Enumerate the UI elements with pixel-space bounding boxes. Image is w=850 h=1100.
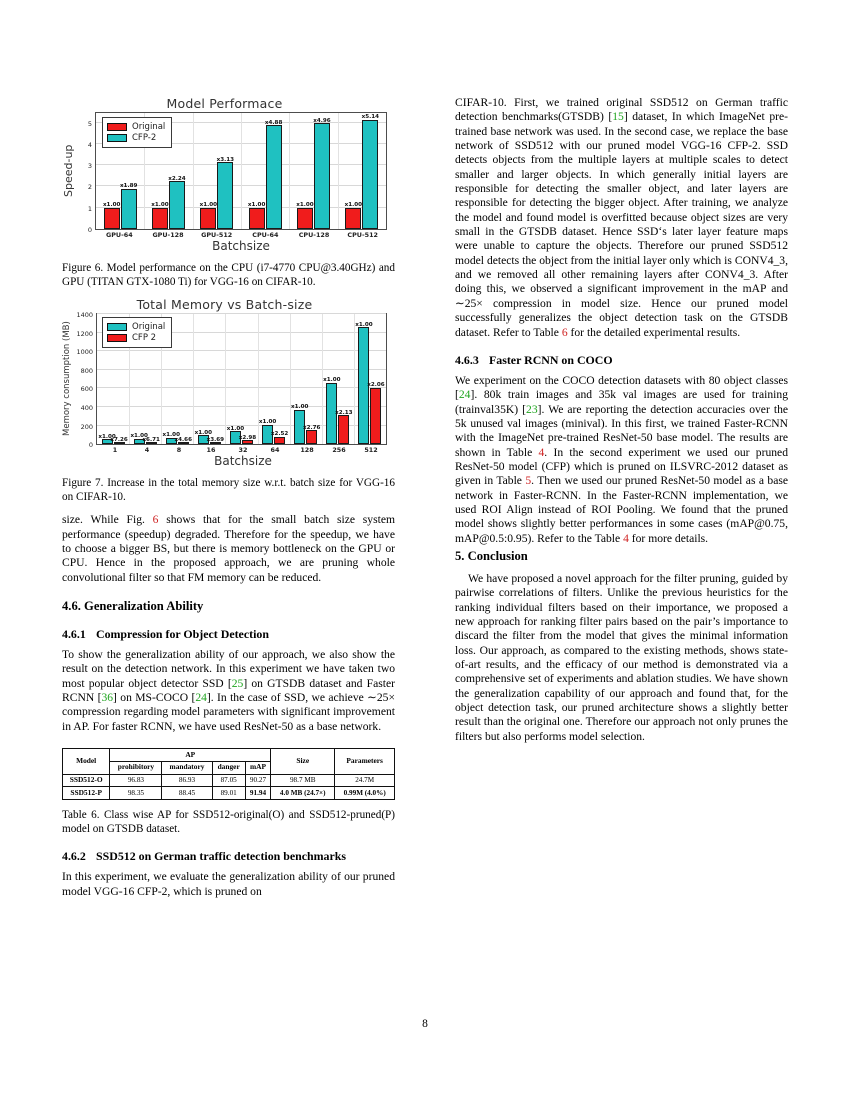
bar — [110, 436, 128, 444]
bar-group — [225, 314, 257, 444]
bar — [142, 436, 160, 444]
section-heading-5: 5. Conclusion — [455, 548, 528, 563]
bar — [151, 202, 169, 229]
bar-value-label: x2.76 — [302, 424, 321, 431]
text-run: shows that for the small batch size system performance (speedup) degraded. Therefore for the speedup, we have to choose a bigger BS, but there is memory bottleneck on the GPU or CPU. Hence in the proposed approach, we are pruning whole convolutional filter so that FM memory can be reduced. — [62, 513, 395, 584]
bar-value-label: x3.13 — [216, 156, 235, 163]
th-ap: AP — [110, 749, 271, 762]
chart-title: Model Performace — [166, 96, 283, 111]
legend-swatch — [107, 323, 127, 331]
bar-group — [290, 314, 322, 444]
citation-table5[interactable]: 5 — [525, 474, 532, 488]
bar-value-label: x5.14 — [361, 114, 380, 121]
subsection-heading-4-6-2 — [62, 849, 395, 863]
chart-xlabel: Batchsize — [212, 239, 270, 253]
bar-value-label: x2.06 — [367, 382, 385, 389]
y-tick-label: 2 — [87, 183, 92, 192]
table-6 — [62, 748, 395, 800]
chart-plot-area — [95, 112, 387, 230]
y-tick-label: 0 — [87, 226, 92, 234]
bar-value-label: x2.98 — [238, 434, 257, 441]
chart-legend — [102, 317, 172, 348]
paragraph-size — [62, 513, 395, 585]
subsection-title: SSD512 on German traffic detection benchmarks — [96, 849, 347, 864]
bar — [344, 202, 363, 229]
citation-15[interactable]: 15 — [612, 110, 624, 124]
text-run: ] on GTSDB dataset and Faster RCNN [ — [62, 676, 395, 705]
text-run: ]. We are reporting the detection accuracies over the 5k unused val images (minival). In this first, we trained Faster-RCNN with the ImageNet pre-trained ResNet-50 base model. The results are shown in Table — [455, 402, 789, 459]
legend-row — [107, 133, 165, 143]
citation-fig6[interactable]: 6 — [152, 513, 159, 527]
cell-model: SSD512-O — [63, 774, 110, 787]
legend-swatch — [107, 134, 127, 142]
x-tick-label: GPU-512 — [201, 231, 233, 239]
text-run: ]. 80k train images and 35k val images are used for training (trainval35K) [ — [455, 388, 788, 416]
y-tick-label: 1 — [87, 204, 92, 213]
text-run: for more details. — [628, 531, 709, 545]
bar-value-label: x1.00 — [226, 425, 245, 432]
text-run: CIFAR-10. First, we trained original SSD512 on German traffic detection benchmarks(GTSDB) [ — [455, 96, 788, 124]
x-tick-label: CPU-128 — [298, 231, 330, 239]
chart-legend — [102, 117, 172, 148]
th-mandatory: mandatory — [162, 761, 212, 774]
subsection-title: Compression for Object Detection — [96, 627, 269, 642]
bar — [264, 119, 283, 229]
y-tick-label: 400 — [80, 404, 93, 413]
x-tick-label: 16 — [206, 446, 216, 455]
th-model: Model — [63, 749, 110, 774]
bar-value-label: x1.00 — [323, 377, 341, 384]
bar-group — [338, 113, 386, 229]
th-parameters: Parameters — [335, 749, 395, 774]
legend-label: Original — [132, 122, 166, 132]
cell-danger: 87.05 — [212, 774, 245, 787]
cell-size: 4.0 MB (24.7×) — [271, 787, 335, 800]
bar — [238, 434, 257, 444]
citation-23[interactable]: 23 — [526, 402, 538, 416]
bar-value-label: x1.00 — [290, 404, 309, 411]
x-tick-label: 1 — [112, 446, 118, 455]
cell-mandatory: 88.45 — [162, 787, 212, 800]
bar-value-label: x7.26 — [110, 436, 128, 443]
x-tick-label: GPU-128 — [152, 231, 184, 239]
bar-value-label: x1.00 — [296, 202, 314, 209]
bar-value-label: x1.00 — [102, 202, 121, 209]
x-tick-label: GPU-64 — [106, 231, 133, 239]
bar-value-label: x1.00 — [98, 433, 116, 440]
figure-7-caption: Figure 7. Increase in the total memory size w.r.t. batch size for VGG-16 on CIFAR-10. — [62, 477, 395, 503]
y-tick-label: 800 — [80, 366, 93, 375]
bar-value-label: x1.00 — [258, 419, 277, 426]
bar — [361, 114, 380, 229]
th-prohibitory: prohibitory — [110, 761, 162, 774]
bar-value-label: x1.00 — [247, 202, 266, 209]
text-run: ]. In the case of SSD, we achieve ∼25× compression regarding model parameters with significant improvement in AP. For faster RCNN, we have used ResNet-50 as a base network. — [62, 691, 395, 733]
bar-value-label: x4.88 — [264, 119, 283, 126]
bar-group — [193, 314, 225, 444]
table-6-wrapper — [62, 748, 395, 836]
text-run: for the detailed experimental results. — [567, 325, 741, 339]
bar-value-label: x4.66 — [174, 436, 192, 443]
paragraph-462: In this experiment, we evaluate the generalization ability of our pruned model VGG-16 CFP-2, which is pruned on — [62, 870, 395, 898]
subsection-number: 4.6.1 — [62, 627, 86, 642]
table-head — [63, 749, 395, 774]
figure-6 — [62, 96, 395, 289]
bar-value-label: x4.96 — [313, 117, 331, 124]
bar-value-label: x1.00 — [355, 321, 373, 328]
x-tick-label: 512 — [364, 446, 378, 455]
bar-group — [354, 314, 386, 444]
y-tick-label: 5 — [87, 119, 92, 128]
bar-value-label: x1.00 — [151, 202, 169, 209]
bar-group — [322, 314, 354, 444]
left-column — [62, 96, 395, 899]
legend-row — [107, 333, 165, 343]
figure-7 — [62, 297, 395, 504]
paragraph-461 — [62, 648, 395, 734]
paragraph-463 — [455, 374, 788, 546]
page-number: 8 — [422, 1018, 428, 1030]
x-tick-label: 256 — [332, 446, 346, 455]
bar-value-label: x2.52 — [270, 431, 289, 438]
y-tick-label: 1200 — [76, 329, 93, 338]
th-map: mAP — [245, 761, 270, 774]
legend-swatch — [107, 123, 127, 131]
x-tick-label: 128 — [300, 446, 314, 455]
table-row — [63, 774, 395, 787]
bar-value-label: x1.00 — [130, 433, 148, 440]
table-body — [63, 774, 395, 799]
section-heading-4-6: 4.6. Generalization Ability — [62, 599, 204, 614]
bar-value-label: x1.00 — [344, 202, 363, 209]
bar-group — [258, 314, 290, 444]
bar-value-label: x3.69 — [206, 436, 225, 443]
subsection-number: 4.6.2 — [62, 849, 86, 864]
bar — [168, 175, 186, 229]
model-performance-chart — [62, 96, 387, 253]
cell-prohibitory: 96.83 — [110, 774, 162, 787]
chart-xticks — [99, 446, 387, 454]
th-danger: danger — [212, 761, 245, 774]
paragraph-conclusion: We have proposed a novel approach for the filter pruning, guided by pairwise correlations of filters. Unlike the previous heuristics for the ranking individual filters based on their importance, we proposed a new approach for ranking filter pairs based on the pair’s importance to discard the filter from the model that gives the minimal information loss. Our approach, as compared to the existing methods, shows state-of-art results, and the efficacy of our method is demonstrated via a comprehensive set of experiments and ablation studies. We have shown the generalization capability of our approach and found that, for the object detection task, our pruned architecture shows a slightly better result than the original one. Therefore our approach not only prunes the filters but also performs model selection. — [455, 571, 788, 743]
bar-value-label: x1.00 — [199, 202, 218, 209]
y-tick-label: 3 — [87, 162, 92, 171]
subsection-title: Faster RCNN on COCO — [489, 352, 613, 367]
table-header-row-top — [63, 749, 395, 762]
subsection-heading-4-6-3 — [455, 353, 788, 367]
x-tick-label: 4 — [144, 446, 150, 455]
y-tick-label: 1000 — [76, 348, 93, 357]
citation-36[interactable]: 36 — [101, 691, 114, 705]
y-tick-label: 200 — [80, 422, 93, 431]
th-size: Size — [271, 749, 335, 774]
citation-25[interactable]: 25 — [231, 676, 244, 690]
bar — [296, 202, 314, 229]
x-tick-label: CPU-512 — [347, 231, 378, 239]
bar-value-label: x1.89 — [119, 183, 138, 190]
right-column — [455, 96, 788, 744]
table-6-caption: Table 6. Class wise AP for SSD512-original(O) and SSD512-pruned(P) model on GTSDB dataset. — [62, 808, 395, 835]
cell-mandatory: 86.93 — [162, 774, 212, 787]
bar — [335, 409, 353, 444]
legend-label: Original — [132, 322, 166, 333]
citation-24b[interactable]: 24 — [458, 388, 471, 402]
citation-table4b[interactable]: 4 — [623, 531, 629, 545]
y-tick-label: 4 — [87, 140, 92, 149]
memory-vs-batchsize-chart — [62, 297, 387, 468]
bar-value-label: x2.24 — [168, 175, 186, 182]
bar — [367, 382, 385, 444]
x-tick-label: CPU-64 — [252, 231, 279, 239]
x-tick-label: 8 — [176, 446, 182, 455]
bar — [174, 436, 192, 444]
y-tick-label: 600 — [80, 385, 93, 394]
text-run: ] on MS-COCO [ — [113, 691, 196, 705]
citation-24[interactable]: 24 — [195, 691, 207, 705]
bar — [302, 424, 321, 444]
figure-6-caption: Figure 6. Model performance on the CPU (i7-4770 CPU@3.40GHz) and GPU (TITAN GTX-1080 Ti) for VGG-16 on CIFAR-10. — [62, 262, 395, 288]
citation-table4[interactable]: 4 — [538, 445, 545, 459]
bar-group — [289, 113, 337, 229]
y-tick-label: 0 — [88, 441, 93, 450]
bar — [199, 202, 218, 229]
chart-title: Total Memory vs Batch-size — [136, 297, 313, 313]
legend-row — [107, 322, 165, 332]
legend-label: CFP-2 — [132, 133, 157, 143]
bar — [102, 202, 121, 229]
text-run: We experiment on the COCO detection datasets with 80 object classes [ — [455, 373, 788, 402]
legend-label: CFP 2 — [132, 333, 157, 344]
cell-model: SSD512-P — [63, 787, 110, 800]
chart-ylabel: Memory consumption (MB) — [62, 321, 72, 437]
bar — [119, 183, 138, 229]
chart-yticks — [75, 112, 95, 234]
chart-plot-area — [96, 313, 387, 445]
legend-swatch — [107, 334, 127, 342]
text-run: ] dataset, In which ImageNet pre-trained base network was used. In the second case, we replace the base network of SSD512 with our pruned model VGG-16 CFP-2. SSD detects objects from the multiple layers at multiple scales to detect smaller and larger objects. In which generally initial layers are responsible for detecting the smaller object, and later layers are responsible for detecting the bigger object. After training, we analyze the model and found model is overfitted because object sizes are very small in the GTSDB dataset. Hence SSD‘s later layer feature maps were unable to capture the objects. Therefore our pruned SSD512 model detects the object from the initial layer only which is CONV4_3, and we removed all other remaining layers after CONV4_3. After doing this, we observed a significant improvement in the mAP and ∼25× compression in model size. Hence our pruned model successfully generalizes the object detection task on the GTSDB dataset. Refer to Table — [455, 110, 788, 339]
cell-danger: 89.01 — [212, 787, 245, 800]
bar — [247, 202, 266, 229]
bar — [216, 156, 235, 229]
cell-map: 90.27 — [245, 774, 270, 787]
bar-group — [193, 113, 241, 229]
bar — [313, 117, 331, 229]
cell-parameters: 0.99M (4.0%) — [335, 787, 395, 800]
bar-value-label: x1.00 — [162, 432, 180, 439]
bar-value-label: x1.00 — [194, 429, 213, 436]
x-tick-label: 64 — [270, 446, 280, 455]
x-tick-label: 32 — [238, 446, 248, 455]
paragraph-cifar — [455, 96, 788, 340]
text-run: To show the generalization ability of our approach, we also show the result on the detection network. In this experiment we have taken two most popular object detector SSD [ — [62, 648, 395, 690]
citation-table6[interactable]: 6 — [561, 325, 568, 339]
chart-yticks — [72, 311, 96, 450]
bar-group — [241, 113, 289, 229]
cell-map: 91.94 — [245, 787, 270, 800]
y-tick-label: 1400 — [76, 311, 93, 320]
subsection-heading-4-6-1 — [62, 627, 395, 641]
table-row — [63, 787, 395, 800]
bar — [206, 436, 225, 444]
cell-parameters: 24.7M — [335, 774, 395, 787]
bar — [270, 431, 289, 445]
text-run: size. While Fig. — [62, 513, 153, 527]
cell-size: 98.7 MB — [271, 774, 335, 787]
text-run: . In the second experiment we used our pruned ResNet-50 model (CFP) which is pruned on ILSVRC-2012 dataset as given in Table — [455, 445, 788, 488]
bar-value-label: x6.71 — [142, 436, 160, 443]
chart-xticks — [95, 231, 387, 239]
bar-value-label: x2.13 — [335, 409, 353, 416]
legend-row — [107, 122, 165, 132]
chart-xlabel: Batchsize — [214, 454, 272, 469]
cell-prohibitory: 98.35 — [110, 787, 162, 800]
chart-ylabel: Speed-up — [62, 144, 75, 198]
text-run: . Then we used our pruned ResNet-50 model as a base network in Faster-RCNN. In the Faster-RCNN implementation, we used ROI Align instead of ROI Pooling. We found that the pruned model shows slightly better performances in some cases (mAP@0.75, mAP@0.5:0.95). Refer to the Table — [455, 474, 788, 545]
subsection-number: 4.6.3 — [455, 352, 479, 367]
